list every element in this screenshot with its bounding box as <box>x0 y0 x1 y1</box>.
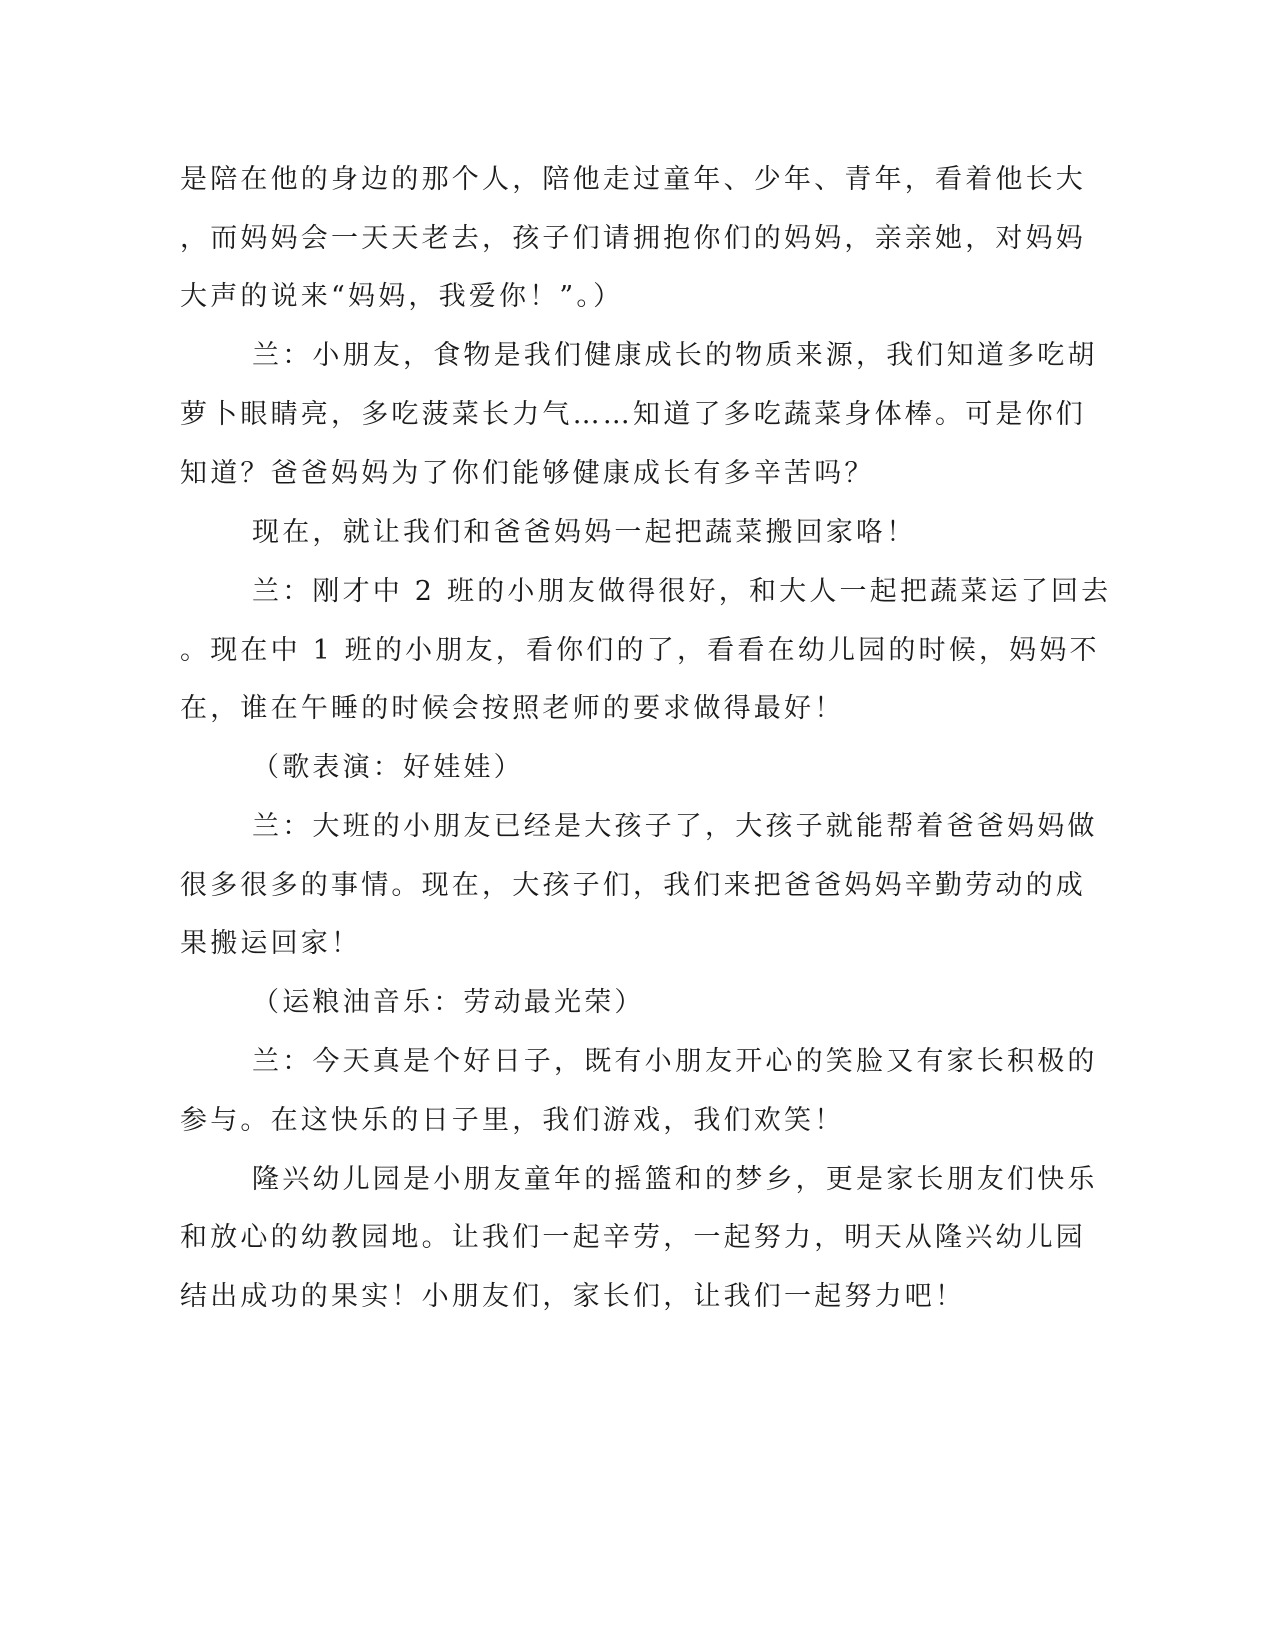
text-line: 是陪在他的身边的那个人，陪他走过童年、少年、青年，看着他长大 <box>180 164 1086 195</box>
text-line: 兰：小朋友，食物是我们健康成长的物质来源，我们知道多吃胡 <box>252 340 1098 371</box>
text-line: 。现在中 1 班的小朋友，看你们的了，看看在幼儿园的时候，妈妈不 <box>180 635 1100 666</box>
text-line: 现在，就让我们和爸爸妈妈一起把蔬菜搬回家咯！ <box>252 517 917 548</box>
text-line: 在，谁在午睡的时候会按照老师的要求做得最好！ <box>180 693 845 724</box>
text-line: 大声的说来“妈妈，我爱你！”。） <box>180 281 624 312</box>
text-line: 和放心的幼教园地。让我们一起辛劳，一起努力，明天从隆兴幼儿园 <box>180 1222 1086 1253</box>
text-line: 参与。在这快乐的日子里，我们游戏，我们欢笑！ <box>180 1105 845 1136</box>
text-line: 兰：大班的小朋友已经是大孩子了，大孩子就能帮着爸爸妈妈做 <box>252 811 1098 842</box>
text-line: （运粮油音乐：劳动最光荣） <box>252 987 645 1018</box>
text-line: 兰：今天真是个好日子，既有小朋友开心的笑脸又有家长积极的 <box>252 1046 1098 1077</box>
text-line: （歌表演：好娃娃） <box>252 752 524 783</box>
text-line: 兰：刚才中 2 班的小朋友做得很好，和大人一起把蔬菜运了回去 <box>252 576 1112 607</box>
text-line: 隆兴幼儿园是小朋友童年的摇篮和的梦乡，更是家长朋友们快乐 <box>252 1164 1098 1195</box>
text-line: 结出成功的果实！小朋友们，家长们，让我们一起努力吧！ <box>180 1281 966 1312</box>
text-line: ，而妈妈会一天天老去，孩子们请拥抱你们的妈妈，亲亲她，对妈妈 <box>180 223 1086 254</box>
text-line: 很多很多的事情。现在，大孩子们，我们来把爸爸妈妈辛勤劳动的成 <box>180 870 1086 901</box>
text-line: 萝卜眼睛亮，多吃菠菜长力气……知道了多吃蔬菜身体棒。可是你们 <box>180 399 1086 430</box>
text-line: 果搬运回家！ <box>180 928 362 959</box>
text-line: 知道？爸爸妈妈为了你们能够健康成长有多辛苦吗？ <box>180 458 875 489</box>
